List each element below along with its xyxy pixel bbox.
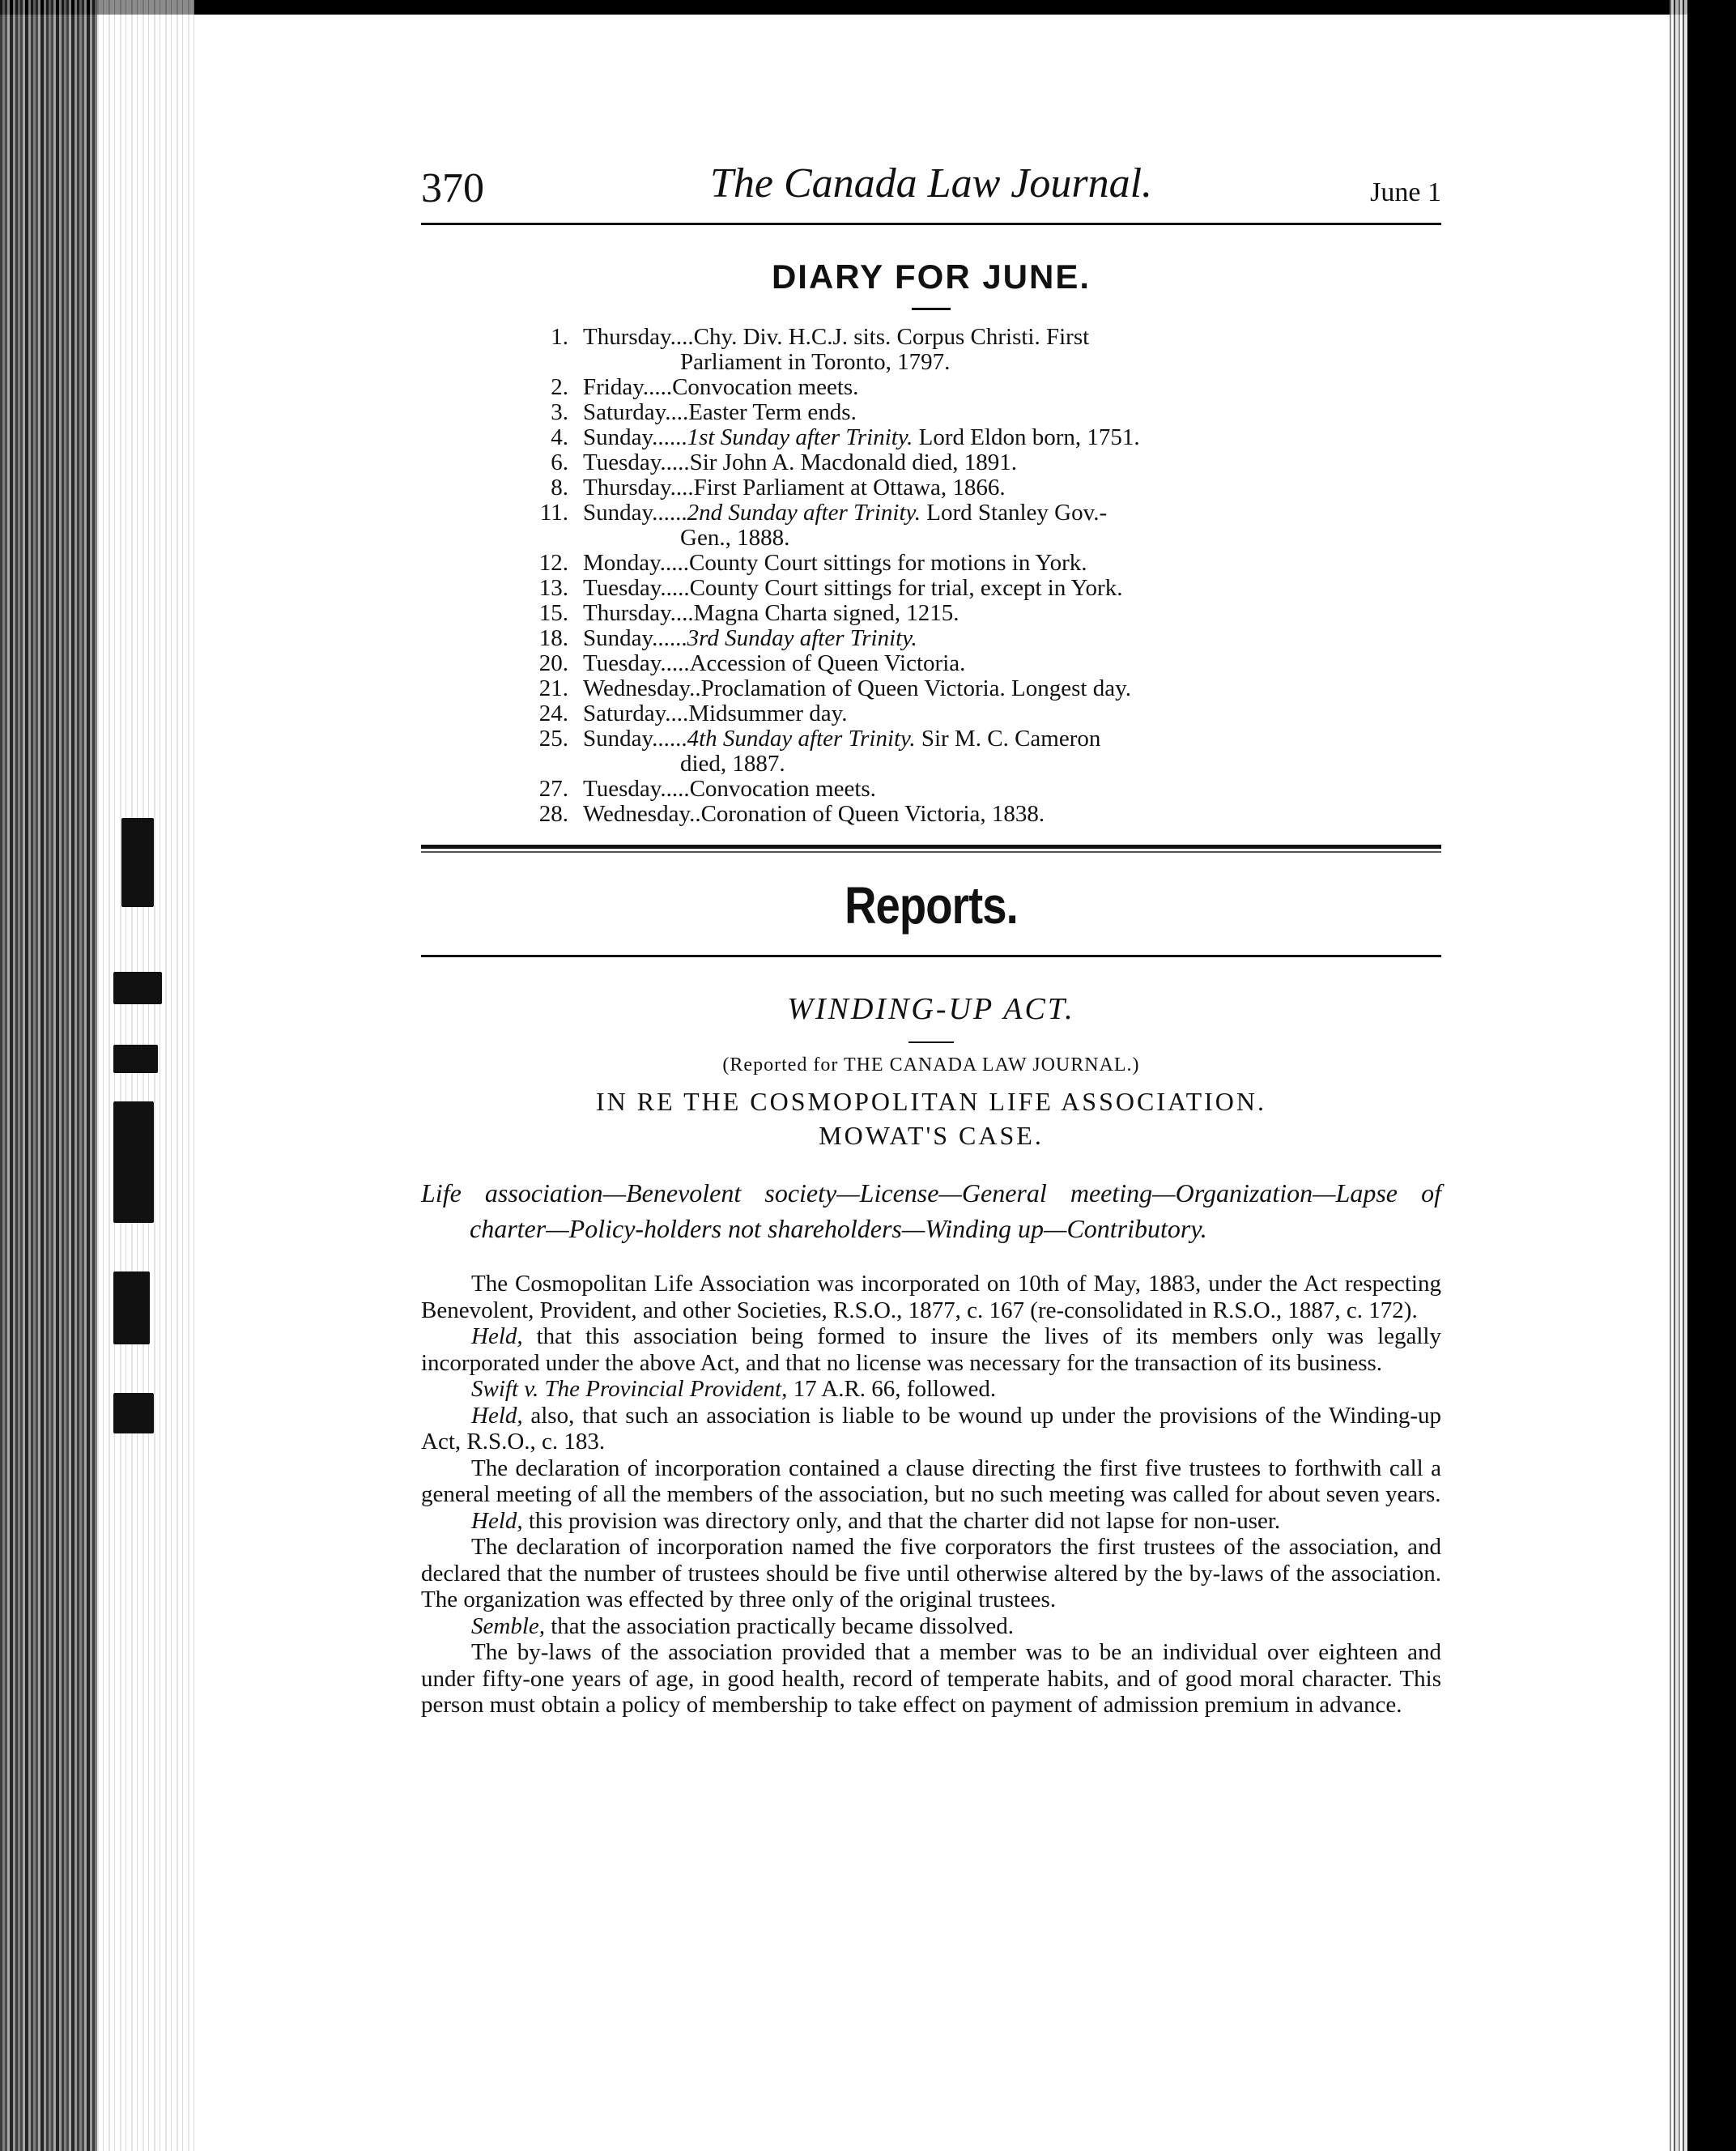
diary-entry: [526, 450, 1328, 475]
diary-entry: [526, 802, 1328, 827]
diary-weekday: Tuesday: [583, 650, 661, 676]
diary-event: Easter Term ends.: [688, 399, 857, 425]
diary-day-number: 18.: [538, 625, 568, 651]
headnote: Life association—Benevolent society—License—General meeting—Organization—Lapse of charter—Policy-holders not shareholders—Winding up—Contributory.: [421, 1178, 1441, 1243]
diary-entry: [526, 601, 1328, 626]
diary-day-number: 1.: [551, 324, 568, 350]
journal-title: The Canada Law Journal.: [709, 160, 1153, 207]
diary-leader-dots: ....: [670, 600, 694, 626]
diary-leader-dots: ....: [665, 399, 689, 425]
diary-list: [526, 325, 1328, 827]
diary-day-number: 6.: [551, 449, 568, 475]
paragraph-text: that the association practically became dissolved.: [545, 1612, 1014, 1639]
scan-binding-fade: [97, 0, 194, 2151]
diary-weekday: Sunday: [583, 625, 653, 651]
paragraph-lead: Held,: [471, 1323, 523, 1349]
divider: [912, 308, 951, 310]
paragraph-text: The declaration of incorporation named the five corporators the first trustees of the association, and declared that the number of trustees should be five until otherwise altered by the by-laws of the association. The organization was effected by three only of the original trustees.: [421, 1534, 1441, 1612]
diary-weekday: Thursday: [583, 324, 670, 350]
diary-weekday: Monday: [583, 550, 660, 576]
diary-entry: [526, 400, 1328, 425]
diary-event: Chy. Div. H.C.J. sits. Corpus Christi. First: [693, 324, 1090, 350]
diary-entry-continuation: [526, 752, 1328, 777]
diary-day-number: 8.: [551, 475, 568, 500]
diary-entry: [526, 375, 1328, 400]
diary-day-number: 21.: [538, 675, 568, 701]
diary-weekday: Saturday: [583, 399, 666, 425]
binding-mark: [113, 1045, 158, 1073]
diary-event-continued: died, 1887.: [680, 751, 785, 777]
binding-mark: [113, 1393, 154, 1433]
report-paragraph: [421, 1376, 1441, 1403]
diary-leader-dots: .....: [660, 650, 690, 676]
diary-entry: [526, 500, 1328, 526]
section-divider: [421, 845, 1441, 853]
scan-border-top: [0, 0, 1736, 15]
report-paragraph: [421, 1323, 1441, 1376]
diary-event: Proclamation of Queen Victoria. Longest day.: [700, 675, 1131, 701]
diary-leader-dots: ..: [689, 675, 701, 701]
paragraph-text: The by-laws of the association provided that a member was to be an individual over eighteen and under fifty-one years of age, in good health, record of temperate habits, and of good moral character. This person must obtain a policy of membership to take effect on payment of admission premium in advance.: [421, 1639, 1441, 1718]
case-name: MOWAT'S CASE.: [819, 1121, 1044, 1150]
reported-for: (Reported for THE CANADA LAW JOURNAL.): [722, 1054, 1140, 1076]
diary-day-number: 20.: [538, 650, 568, 676]
diary-entry: [526, 425, 1328, 450]
diary-entry: [526, 726, 1328, 752]
diary-sunday-note: 1st Sunday after Trinity.: [687, 424, 913, 450]
diary-day-number: 25.: [538, 726, 568, 752]
binding-mark: [113, 1101, 154, 1223]
diary-event: Coronation of Queen Victoria, 1838.: [700, 801, 1045, 827]
diary-day-number: 13.: [538, 575, 568, 601]
diary-weekday: Thursday: [583, 475, 670, 500]
diary-event: Magna Charta signed, 1215.: [693, 600, 959, 626]
report-paragraph: [421, 1271, 1441, 1323]
diary-title: DIARY FOR JUNE.: [771, 258, 1091, 296]
diary-leader-dots: .....: [660, 449, 690, 475]
binding-mark: [113, 1271, 150, 1344]
diary-sunday-note: 3rd Sunday after Trinity.: [687, 625, 917, 651]
diary-day-number: 27.: [538, 776, 568, 802]
report-paragraph: [421, 1613, 1441, 1640]
section-divider: [421, 955, 1441, 957]
reports-heading: Reports.: [845, 876, 1018, 935]
report-paragraph: [421, 1455, 1441, 1508]
diary-leader-dots: ......: [652, 424, 687, 450]
binding-mark: [121, 818, 154, 907]
diary-event-continued: Gen., 1888.: [680, 525, 790, 551]
diary-entry: [526, 651, 1328, 676]
diary-entry-continuation: [526, 350, 1328, 375]
diary-leader-dots: ....: [670, 475, 694, 500]
diary-weekday: Tuesday: [583, 575, 661, 601]
paragraph-text: The Cosmopolitan Life Association was incorporated on 10th of May, 1883, under the Act respecting Benevolent, Provident, and other Societies, R.S.O., 1877, c. 167 (re-consolidated in R.S.O., 1887, c. 172).: [421, 1271, 1441, 1323]
diary-entry: [526, 701, 1328, 726]
diary-weekday: Sunday: [583, 424, 653, 450]
paragraph-lead: Held,: [471, 1402, 523, 1429]
diary-event-continued: Parliament in Toronto, 1797.: [680, 349, 951, 375]
diary-entry: [526, 626, 1328, 651]
diary-leader-dots: ....: [670, 324, 694, 350]
diary-day-number: 24.: [538, 701, 568, 726]
diary-entry: [526, 551, 1328, 576]
diary-event: Sir John A. Macdonald died, 1891.: [689, 449, 1017, 475]
paragraph-text: this provision was directory only, and that the charter did not lapse for non-user.: [522, 1507, 1281, 1534]
case-title: IN RE THE COSMOPOLITAN LIFE ASSOCIATION.: [596, 1087, 1266, 1116]
diary-event: Accession of Queen Victoria.: [689, 650, 966, 676]
diary-weekday: Wednesday: [583, 675, 690, 701]
scan-edge-right: [1670, 0, 1687, 2151]
diary-day-number: 15.: [538, 600, 568, 626]
diary-leader-dots: .....: [660, 575, 690, 601]
diary-event: Lord Eldon born, 1751.: [913, 424, 1140, 450]
scan-border-right: [1687, 0, 1736, 2151]
diary-entry-continuation: [526, 526, 1328, 551]
issue-date: June 1: [1370, 177, 1441, 207]
diary-day-number: 3.: [551, 399, 568, 425]
diary-event: Convocation meets.: [689, 776, 876, 802]
diary-leader-dots: ......: [652, 625, 687, 651]
diary-leader-dots: ..: [689, 801, 701, 827]
diary-weekday: Thursday: [583, 600, 670, 626]
diary-weekday: Tuesday: [583, 449, 661, 475]
diary-weekday: Tuesday: [583, 776, 661, 802]
diary-event: Sir M. C. Cameron: [915, 726, 1101, 752]
diary-weekday: Wednesday: [583, 801, 690, 827]
diary-leader-dots: .....: [642, 374, 673, 400]
page-number: 370: [421, 165, 484, 211]
paragraph-text: 17 A.R. 66, followed.: [787, 1376, 997, 1402]
paragraph-text: also, that such an association is liable to be wound up under the provisions of the Winding-up Act, R.S.O., c. 183.: [421, 1402, 1441, 1455]
diary-entry: [526, 475, 1328, 500]
report-paragraph: [421, 1639, 1441, 1719]
diary-day-number: 2.: [551, 374, 568, 400]
diary-day-number: 4.: [551, 424, 568, 450]
journal-page: [421, 158, 1441, 1719]
diary-weekday: Sunday: [583, 500, 653, 526]
running-head: [421, 158, 1441, 225]
diary-leader-dots: ....: [665, 701, 689, 726]
diary-entry: [526, 325, 1328, 350]
diary-day-number: 11.: [539, 500, 568, 526]
diary-event: Convocation meets.: [672, 374, 859, 400]
diary-entry: [526, 676, 1328, 701]
report-paragraph: [421, 1534, 1441, 1613]
paragraph-lead: Semble,: [471, 1612, 545, 1639]
diary-leader-dots: .....: [659, 550, 690, 576]
paragraph-text: that this association being formed to insure the lives of its members only was legally incorporated under the above Act, and that no license was necessary for the transaction of its business.: [421, 1323, 1441, 1376]
report-paragraph: [421, 1508, 1441, 1535]
diary-event: Midsummer day.: [688, 701, 848, 726]
scan-binding-left: [0, 0, 97, 2151]
diary-leader-dots: .....: [660, 776, 690, 802]
report-paragraph: [421, 1403, 1441, 1455]
binding-mark: [113, 972, 162, 1004]
divider: [908, 1041, 954, 1043]
diary-leader-dots: ......: [652, 726, 687, 752]
diary-sunday-note: 4th Sunday after Trinity.: [687, 726, 916, 752]
diary-event: County Court sittings for motions in York.: [689, 550, 1087, 576]
diary-entry: [526, 576, 1328, 601]
diary-entry: [526, 777, 1328, 802]
diary-sunday-note: 2nd Sunday after Trinity.: [687, 500, 921, 526]
paragraph-text: The declaration of incorporation contained a clause directing the first five trustees to forthwith call a general meeting of all the members of the association, but no such meeting was called for about seven years.: [421, 1455, 1441, 1507]
report-body: [421, 1271, 1441, 1719]
diary-leader-dots: ......: [652, 500, 687, 526]
diary-event: Lord Stanley Gov.-: [921, 500, 1108, 526]
diary-day-number: 28.: [538, 801, 568, 827]
diary-event: County Court sittings for trial, except in York.: [689, 575, 1123, 601]
diary-weekday: Friday: [583, 374, 643, 400]
diary-weekday: Saturday: [583, 701, 666, 726]
paragraph-lead: Held,: [471, 1507, 523, 1534]
diary-day-number: 12.: [538, 550, 568, 576]
paragraph-lead: Swift v. The Provincial Provident,: [471, 1376, 788, 1402]
act-title: WINDING-UP ACT.: [787, 992, 1075, 1026]
diary-event: First Parliament at Ottawa, 1866.: [693, 475, 1006, 500]
diary-weekday: Sunday: [583, 726, 653, 752]
